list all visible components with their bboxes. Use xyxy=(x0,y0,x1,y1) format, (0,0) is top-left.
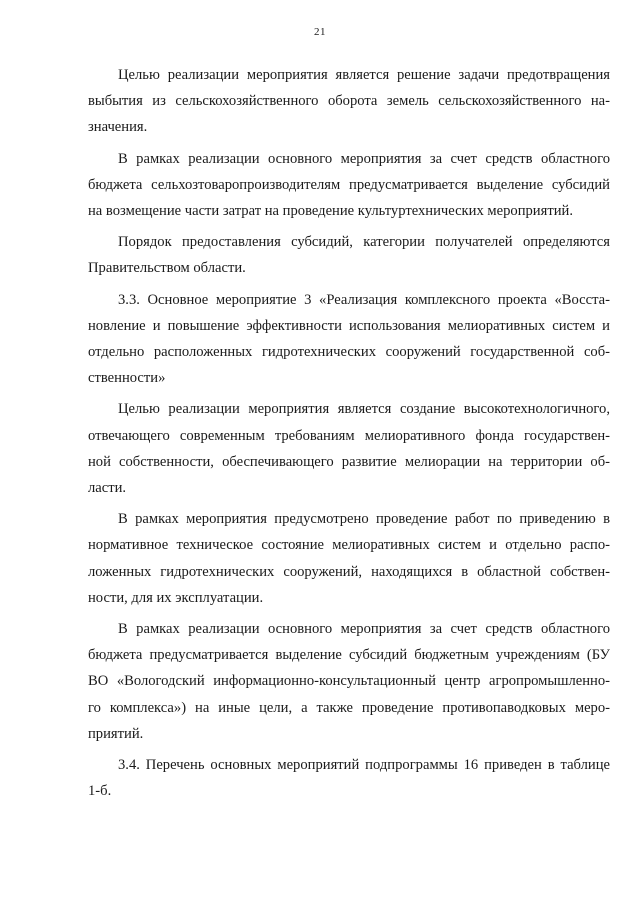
paragraph-line: ложенных гидротехнических сооружений, находящихся в областной собствен- xyxy=(88,563,610,580)
paragraph-line: на возмещение части затрат на проведение культуртехнических мероприятий. xyxy=(88,203,573,220)
paragraph-line: ности, для их эксплуатации. xyxy=(88,589,264,606)
paragraph-line: отдельно расположенных гидротехнических сооружений государственной соб- xyxy=(88,344,610,361)
paragraph-line: В рамках реализации основного мероприятия за счет средств областного xyxy=(118,621,610,638)
paragraph-normative-state-works xyxy=(88,506,610,611)
paragraph-line: ственности» xyxy=(88,370,166,387)
paragraph-line: В рамках мероприятия предусмотрено проведение работ по приведению в xyxy=(118,511,610,528)
paragraph-line: ВО «Вологодский информационно-консультационный центр агропромышленно- xyxy=(88,673,610,690)
paragraph-section-3-3 xyxy=(88,287,610,392)
paragraph-line: выбытия из сельскохозяйственного оборота земель сельскохозяйственного на- xyxy=(88,93,610,110)
paragraph-line: отвечающего современным требованиям мелиоративного фонда государствен- xyxy=(88,427,610,444)
paragraph-line: ласти. xyxy=(88,480,127,497)
paragraph-line: Правительством области. xyxy=(88,260,246,277)
paragraph-subsidy-procedure xyxy=(88,229,610,281)
paragraph-line: Целью реализации мероприятия является создание высокотехнологичного, xyxy=(118,401,610,418)
document-body xyxy=(88,62,610,809)
paragraph-line: В рамках реализации основного мероприятия за счет средств областного xyxy=(118,150,610,167)
paragraph-goal-melioration-fund xyxy=(88,396,610,501)
paragraph-subsidies-cultural-technical xyxy=(88,146,610,225)
paragraph-line: Целью реализации мероприятия является решение задачи предотвращения xyxy=(118,67,610,83)
paragraph-line: ной собственности, обеспечивающего развитие мелиорации на территории об- xyxy=(88,453,610,470)
paragraph-goal-land-retention xyxy=(88,62,610,141)
paragraph-line: бюджета предусматривается выделение субсидий бюджетным учреждениям (БУ xyxy=(88,647,610,664)
paragraph-line: нормативное техническое состояние мелиоративных систем и отдельно распо- xyxy=(88,537,610,554)
paragraph-line: приятий. xyxy=(88,725,144,742)
paragraph-line: го комплекса») на иные цели, а также проведение противопаводковых меро- xyxy=(88,699,610,716)
page-number: 21 xyxy=(314,26,326,38)
paragraph-line: бюджета сельхозтоваропроизводителям предусматривается выделение субсидий xyxy=(88,176,610,193)
paragraph-line: 3.3. Основное мероприятие 3 «Реализация комплексного проекта «Восста- xyxy=(118,291,610,308)
paragraph-line: новление и повышение эффективности использования мелиоративных систем и xyxy=(88,317,610,334)
paragraph-line: 3.4. Перечень основных мероприятий подпрограммы 16 приведен в таблице xyxy=(118,757,610,774)
paragraph-line: 1-б. xyxy=(88,783,112,800)
paragraph-subsidies-budget-institutions xyxy=(88,616,610,747)
paragraph-section-3-4 xyxy=(88,752,610,804)
paragraph-line: значения. xyxy=(88,119,148,136)
paragraph-line: Порядок предоставления субсидий, категории получателей определяются xyxy=(118,234,610,251)
